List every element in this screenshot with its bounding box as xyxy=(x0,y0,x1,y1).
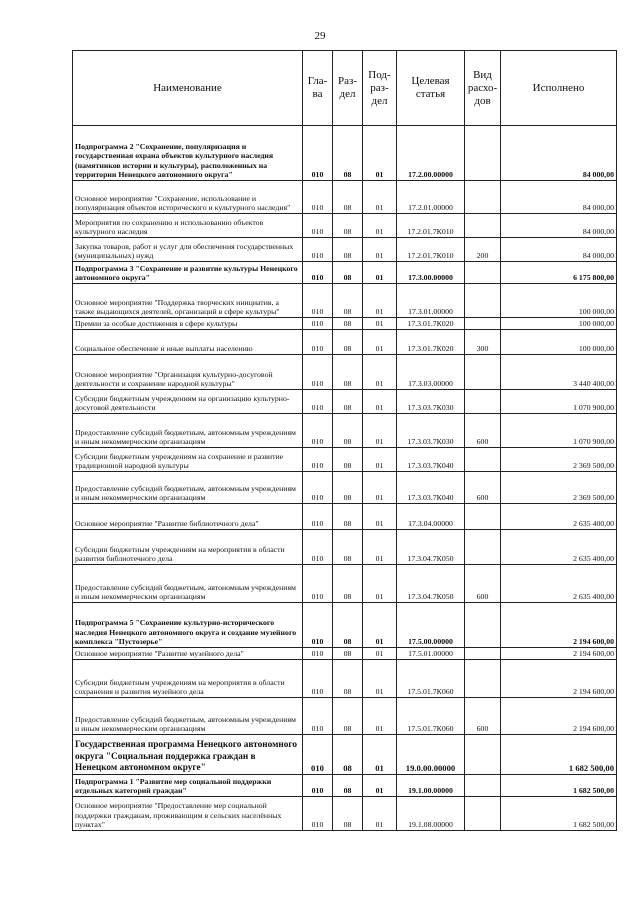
row-target: 17.3.00.00000 xyxy=(397,262,465,284)
header-expense: Вид расхо-дов xyxy=(465,51,501,126)
row-executed: 2 635 400,00 xyxy=(501,565,617,603)
row-section: 08 xyxy=(333,565,363,603)
row-executed: 1 682 500,00 xyxy=(501,775,617,797)
row-chapter: 010 xyxy=(303,126,333,181)
row-section: 08 xyxy=(333,698,363,735)
row-expense: 300 xyxy=(465,330,501,355)
row-name: Субсидии бюджетным учреждениям на мероприятия в области развития библиотечного дела xyxy=(73,530,303,565)
row-target: 17.3.03.7К040 xyxy=(397,448,465,472)
row-section: 08 xyxy=(333,284,363,318)
row-target: 17.3.03.7К030 xyxy=(397,390,465,414)
row-executed: 2 369 500,00 xyxy=(501,472,617,504)
row-target: 17.3.03.00000 xyxy=(397,355,465,390)
table-row xyxy=(73,775,617,797)
row-name: Закупка товаров, работ и услуг для обеспечения государственных (муниципальных) нужд xyxy=(73,238,303,262)
row-target: 19.1.00.00000 xyxy=(397,775,465,797)
row-chapter: 010 xyxy=(303,414,333,448)
row-subsection: 01 xyxy=(363,355,397,390)
row-executed: 100 000,00 xyxy=(501,284,617,318)
row-subsection: 01 xyxy=(363,181,397,214)
row-section: 08 xyxy=(333,262,363,284)
row-section: 08 xyxy=(333,126,363,181)
row-executed: 100 000,00 xyxy=(501,318,617,330)
row-subsection: 01 xyxy=(363,775,397,797)
row-target: 17.2.00.00000 xyxy=(397,126,465,181)
row-chapter: 010 xyxy=(303,214,333,238)
row-executed: 1 682 500,00 xyxy=(501,735,617,775)
row-subsection: 01 xyxy=(363,262,397,284)
table-row xyxy=(73,318,617,330)
row-expense xyxy=(465,648,501,660)
row-expense: 600 xyxy=(465,698,501,735)
row-executed: 3 440 400,00 xyxy=(501,355,617,390)
row-expense xyxy=(465,775,501,797)
row-subsection: 01 xyxy=(363,648,397,660)
table-body xyxy=(73,126,617,831)
row-name: Основное мероприятие "Сохранение, использование и популяризация объектов исторического и культурного наследия" xyxy=(73,181,303,214)
row-executed: 84 000,00 xyxy=(501,181,617,214)
row-section: 08 xyxy=(333,775,363,797)
row-section: 08 xyxy=(333,330,363,355)
table-row xyxy=(73,565,617,603)
row-chapter: 010 xyxy=(303,648,333,660)
table-row xyxy=(73,797,617,831)
row-chapter: 010 xyxy=(303,735,333,775)
table-row xyxy=(73,214,617,238)
table-row xyxy=(73,530,617,565)
row-subsection: 01 xyxy=(363,330,397,355)
row-name: Мероприятия по сохранению и использованию объектов культурного наследия xyxy=(73,214,303,238)
table-row xyxy=(73,660,617,698)
row-section: 08 xyxy=(333,390,363,414)
row-executed: 1 682 500,00 xyxy=(501,797,617,831)
row-section: 08 xyxy=(333,603,363,648)
row-section: 08 xyxy=(333,318,363,330)
row-executed: 2 194 600,00 xyxy=(501,648,617,660)
row-name: Премии за особые достижения в сфере культуры xyxy=(73,318,303,330)
row-executed: 84 000,00 xyxy=(501,214,617,238)
row-chapter: 010 xyxy=(303,698,333,735)
row-name: Субсидии бюджетным учреждениям на мероприятия в области сохранения и развития музейного дела xyxy=(73,660,303,698)
row-chapter: 010 xyxy=(303,390,333,414)
row-section: 08 xyxy=(333,530,363,565)
row-target: 17.3.03.7К030 xyxy=(397,414,465,448)
row-target: 17.2.01.00000 xyxy=(397,181,465,214)
row-expense xyxy=(465,504,501,530)
row-chapter: 010 xyxy=(303,238,333,262)
row-expense xyxy=(465,126,501,181)
row-executed: 2 194 600,00 xyxy=(501,603,617,648)
row-chapter: 010 xyxy=(303,355,333,390)
row-chapter: 010 xyxy=(303,504,333,530)
table-row xyxy=(73,262,617,284)
row-chapter: 010 xyxy=(303,472,333,504)
row-subsection: 01 xyxy=(363,238,397,262)
budget-table xyxy=(72,50,617,831)
table-row xyxy=(73,355,617,390)
table-row xyxy=(73,238,617,262)
header-executed: Исполнено xyxy=(501,51,617,126)
row-executed: 2 194 600,00 xyxy=(501,698,617,735)
row-target: 17.3.01.00000 xyxy=(397,284,465,318)
row-target: 17.3.03.7К040 xyxy=(397,472,465,504)
table-row xyxy=(73,284,617,318)
row-target: 17.2.01.7К010 xyxy=(397,238,465,262)
row-target: 17.5.01.7К060 xyxy=(397,660,465,698)
row-target: 17.5.01.00000 xyxy=(397,648,465,660)
row-chapter: 010 xyxy=(303,284,333,318)
row-expense xyxy=(465,355,501,390)
row-target: 17.3.04.00000 xyxy=(397,504,465,530)
row-target: 19.1.08.00000 xyxy=(397,797,465,831)
table-row xyxy=(73,735,617,775)
row-subsection: 01 xyxy=(363,530,397,565)
row-expense: 600 xyxy=(465,565,501,603)
row-section: 08 xyxy=(333,214,363,238)
row-subsection: 01 xyxy=(363,318,397,330)
row-section: 08 xyxy=(333,448,363,472)
row-name: Субсидии бюджетным учреждениям на сохранение и развитие традиционной народной культуры xyxy=(73,448,303,472)
row-executed: 1 070 900,00 xyxy=(501,390,617,414)
row-expense xyxy=(465,448,501,472)
row-name: Социальное обеспечение и иные выплаты населению xyxy=(73,330,303,355)
row-executed: 84 000,00 xyxy=(501,126,617,181)
row-section: 08 xyxy=(333,355,363,390)
row-subsection: 01 xyxy=(363,214,397,238)
row-expense: 600 xyxy=(465,472,501,504)
table-row xyxy=(73,390,617,414)
table-row xyxy=(73,603,617,648)
header-section: Раз-дел xyxy=(333,51,363,126)
table-header-row xyxy=(73,51,617,126)
row-expense xyxy=(465,603,501,648)
row-name: Предоставление субсидий бюджетным, автономным учреждениям и иным некоммерческим организациям xyxy=(73,565,303,603)
row-executed: 6 175 800,00 xyxy=(501,262,617,284)
row-subsection: 01 xyxy=(363,504,397,530)
row-executed: 84 000,00 xyxy=(501,238,617,262)
row-name: Основное мероприятие "Предоставление мер социальной поддержки гражданам, проживающим в сельских населённых пунктах" xyxy=(73,797,303,831)
row-name: Предоставление субсидий бюджетным, автономным учреждениям и иным некоммерческим организациям xyxy=(73,472,303,504)
row-subsection: 01 xyxy=(363,603,397,648)
row-target: 19.0.00.00000 xyxy=(397,735,465,775)
row-subsection: 01 xyxy=(363,126,397,181)
row-expense: 200 xyxy=(465,238,501,262)
table-row xyxy=(73,330,617,355)
row-subsection: 01 xyxy=(363,735,397,775)
row-expense xyxy=(465,797,501,831)
row-name: Основное мероприятие "Развитие библиотечного дела" xyxy=(73,504,303,530)
row-name: Подпрограмма 3 "Сохранение и развитие культуры Ненецкого автономного округа" xyxy=(73,262,303,284)
row-subsection: 01 xyxy=(363,698,397,735)
row-name: Предоставление субсидий бюджетным, автономным учреждениям и иным некоммерческим организациям xyxy=(73,698,303,735)
row-name: Государственная программа Ненецкого автономного округа "Социальная поддержка граждан в Ненецком автономном округе" xyxy=(73,735,303,775)
row-executed: 1 070 900,00 xyxy=(501,414,617,448)
row-target: 17.3.01.7К020 xyxy=(397,318,465,330)
row-chapter: 010 xyxy=(303,530,333,565)
row-subsection: 01 xyxy=(363,284,397,318)
row-subsection: 01 xyxy=(363,414,397,448)
row-name: Субсидии бюджетным учреждениям на организацию культурно-досуговой деятельности xyxy=(73,390,303,414)
table-row xyxy=(73,648,617,660)
row-target: 17.3.04.7К050 xyxy=(397,565,465,603)
table-row xyxy=(73,414,617,448)
row-chapter: 010 xyxy=(303,318,333,330)
header-name: Наименование xyxy=(73,51,303,126)
row-expense xyxy=(465,390,501,414)
row-section: 08 xyxy=(333,797,363,831)
row-expense xyxy=(465,214,501,238)
row-executed: 2 635 400,00 xyxy=(501,530,617,565)
row-expense xyxy=(465,181,501,214)
row-executed: 100 000,00 xyxy=(501,330,617,355)
table-row xyxy=(73,448,617,472)
row-subsection: 01 xyxy=(363,797,397,831)
row-target: 17.2.01.7К010 xyxy=(397,214,465,238)
row-section: 08 xyxy=(333,660,363,698)
row-expense: 600 xyxy=(465,414,501,448)
row-subsection: 01 xyxy=(363,472,397,504)
row-target: 17.3.04.7К050 xyxy=(397,530,465,565)
row-section: 08 xyxy=(333,414,363,448)
page-number: 29 xyxy=(314,30,326,42)
row-target: 17.5.01.7К060 xyxy=(397,698,465,735)
row-chapter: 010 xyxy=(303,181,333,214)
table-row xyxy=(73,472,617,504)
header-target: Целевая статья xyxy=(397,51,465,126)
row-name: Предоставление субсидий бюджетным, автономным учреждениям и иным некоммерческим организациям xyxy=(73,414,303,448)
row-chapter: 010 xyxy=(303,448,333,472)
row-target: 17.5.00.00000 xyxy=(397,603,465,648)
table-row xyxy=(73,126,617,181)
table-row xyxy=(73,181,617,214)
row-section: 08 xyxy=(333,504,363,530)
row-subsection: 01 xyxy=(363,660,397,698)
row-executed: 2 635 400,00 xyxy=(501,504,617,530)
row-name: Подпрограмма 1 "Развитие мер социальной поддержки отдельных категорий граждан" xyxy=(73,775,303,797)
row-section: 08 xyxy=(333,648,363,660)
row-expense xyxy=(465,318,501,330)
header-subsection: Под-раз-дел xyxy=(363,51,397,126)
table-row xyxy=(73,698,617,735)
row-section: 08 xyxy=(333,181,363,214)
row-subsection: 01 xyxy=(363,565,397,603)
row-expense xyxy=(465,284,501,318)
row-name: Подпрограмма 2 "Сохранение, популяризация и государственная охрана объектов культурного наследия (памятников истории и культуры), расположенных на территории Ненецкого автономного округа" xyxy=(73,126,303,181)
header-chapter: Гла-ва xyxy=(303,51,333,126)
row-chapter: 010 xyxy=(303,262,333,284)
row-section: 08 xyxy=(333,472,363,504)
table-row xyxy=(73,504,617,530)
row-section: 08 xyxy=(333,735,363,775)
row-section: 08 xyxy=(333,238,363,262)
row-executed: 2 369 500,00 xyxy=(501,448,617,472)
row-name: Подпрограмма 5 "Сохранение культурно-исторического наследия Ненецкого автономного округа и создание музейного комплекса "Пустозерье" xyxy=(73,603,303,648)
row-expense xyxy=(465,530,501,565)
row-executed: 2 194 600,00 xyxy=(501,660,617,698)
row-chapter: 010 xyxy=(303,775,333,797)
row-name: Основное мероприятие "Организация культурно-досуговой деятельности и сохранение народной культуры" xyxy=(73,355,303,390)
row-name: Основное мероприятие "Поддержка творческих инициатив, а также выдающихся деятелей, организаций в сфере культуры" xyxy=(73,284,303,318)
row-chapter: 010 xyxy=(303,565,333,603)
row-subsection: 01 xyxy=(363,448,397,472)
row-target: 17.3.01.7К020 xyxy=(397,330,465,355)
row-expense xyxy=(465,660,501,698)
row-chapter: 010 xyxy=(303,603,333,648)
row-chapter: 010 xyxy=(303,330,333,355)
row-expense xyxy=(465,735,501,775)
row-subsection: 01 xyxy=(363,390,397,414)
row-expense xyxy=(465,262,501,284)
row-name: Основное мероприятие "Развитие музейного дела" xyxy=(73,648,303,660)
row-chapter: 010 xyxy=(303,797,333,831)
row-chapter: 010 xyxy=(303,660,333,698)
